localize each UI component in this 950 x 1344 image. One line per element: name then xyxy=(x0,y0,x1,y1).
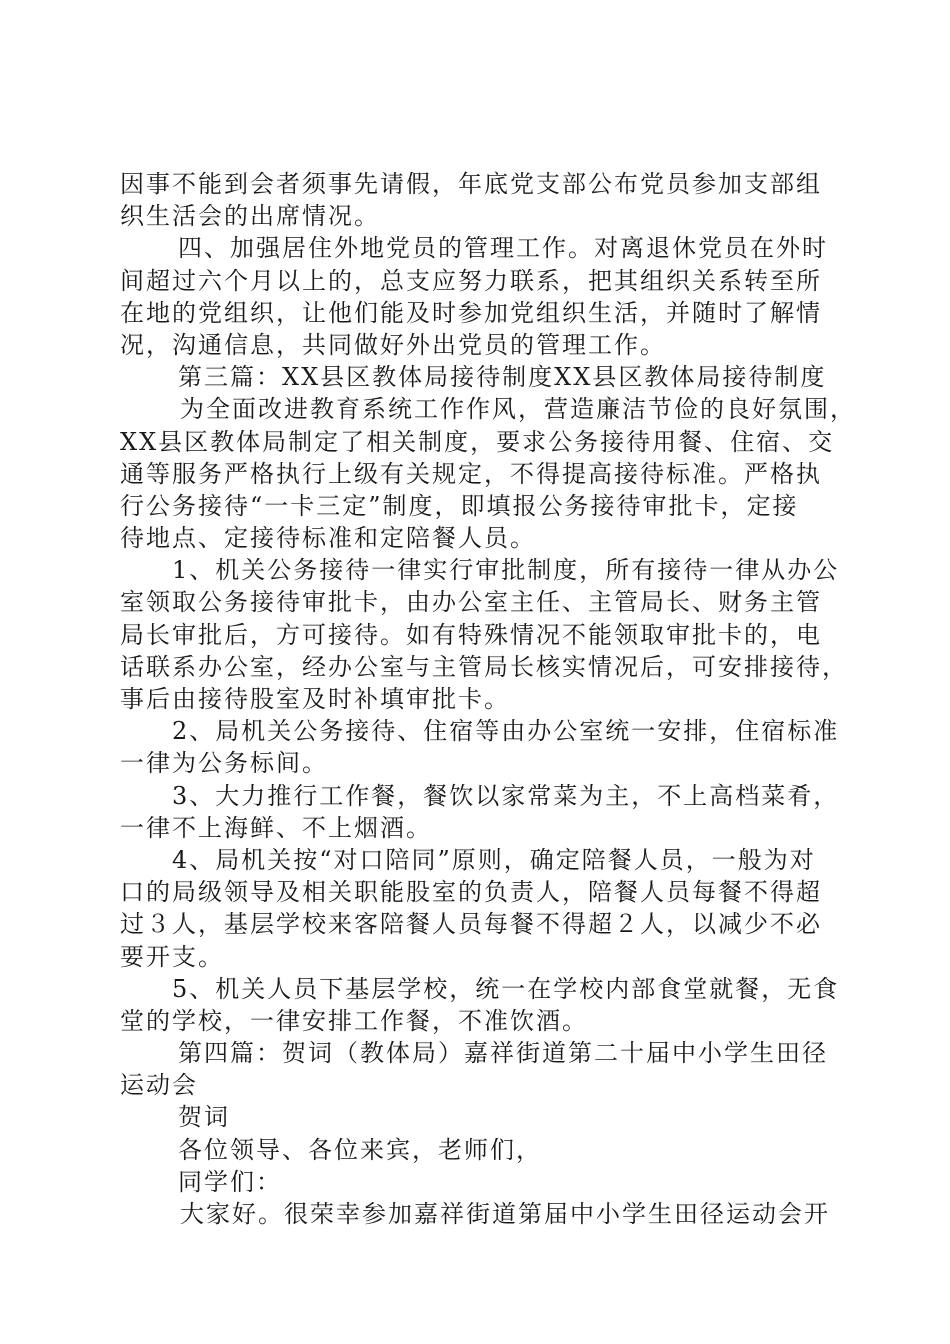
text-line: 一律不上海鲜、不上烟酒。 xyxy=(120,813,432,842)
text-line: 织生活会的出席情况。 xyxy=(120,202,380,231)
list-item-3: 3、大力推行工作餐，餐饮以家常菜为主，不上高档菜肴， xyxy=(172,781,840,810)
list-item-5: 5、机关人员下基层学校，统一在学校内部食堂就餐，无食 xyxy=(172,974,840,1003)
text-line: 事后由接待股室及时补填审批卡。 xyxy=(120,685,510,713)
text-line: XX县区教体局制定了相关制度，要求公务接待用餐、住宿、交 xyxy=(120,427,835,456)
chapter-four-title: 第四篇：贺词（教体局）嘉祥街道第二十届中小学生田径 xyxy=(178,1039,828,1068)
text-line: 运动会 xyxy=(120,1071,198,1100)
text-line: 通等服务严格执行上级有关规定，不得提高接待标准。严格执 xyxy=(120,459,822,488)
text-line: 行公务接待“一卡三定”制度，即填报公务接待审批卡，定接 xyxy=(120,491,799,520)
text-line: 口的局级领导及相关职能股室的负责人，陪餐人员每餐不得超 xyxy=(120,878,822,907)
text-line: 因事不能到会者须事先请假，年底党支部公布党员参加支部组 xyxy=(120,170,822,198)
text-line: 在地的党组织，让他们能及时参加党组织生活，并随时了解情 xyxy=(120,298,822,327)
salutation-line: 各位领导、各位来宾，老师们， xyxy=(178,1135,542,1164)
document-body xyxy=(120,168,856,1230)
text-line: 过３人，基层学校来客陪餐人员每餐不得超２人，以减少不必 xyxy=(120,910,822,939)
text-line: 话联系办公室，经办公室与主管局长核实情况后，可安排接待， xyxy=(120,652,848,681)
text-line: 局长审批后，方可接待。如有特殊情况不能领取审批卡的，电 xyxy=(120,620,822,649)
text-line: 一律为公务标间。 xyxy=(120,749,328,778)
list-item-1: 1、机关公务接待一律实行审批制度，所有接待一律从办公 xyxy=(172,556,840,585)
greeting-title: 贺词 xyxy=(178,1103,230,1132)
chapter-three-title: 第三篇：XX县区教体局接待制度XX县区教体局接待制度 xyxy=(178,363,827,392)
list-item-4: 4、局机关按“对口陪同”原则，确定陪餐人员，一般为对 xyxy=(172,845,816,874)
section-heading-four: 四、加强居住外地党员的管理工作。对离退休党员在外时 xyxy=(178,234,828,263)
list-item-2: 2、局机关公务接待、住宿等由办公室统一安排，住宿标准 xyxy=(172,717,840,746)
salutation-line: 同学们： xyxy=(178,1167,282,1196)
text-line: 室领取公务接待审批卡，由办公室主任、主管局长、财务主管 xyxy=(120,588,822,617)
text-line: 堂的学校，一律安排工作餐，不准饮酒。 xyxy=(120,1006,588,1035)
text-line: 况，沟通信息，共同做好外出党员的管理工作。 xyxy=(120,330,666,359)
text-line: 大家好。很荣幸参加嘉祥街道第届中小学生田径运动会开 xyxy=(180,1200,830,1228)
text-line: 为全面改进教育系统工作作风，营造廉洁节俭的良好氛围， xyxy=(180,395,856,424)
text-line: 间超过六个月以上的，总支应努力联系，把其组织关系转至所 xyxy=(120,266,822,295)
text-line: 待地点、定接待标准和定陪餐人员。 xyxy=(120,524,536,553)
text-line: 要开支。 xyxy=(120,942,224,971)
